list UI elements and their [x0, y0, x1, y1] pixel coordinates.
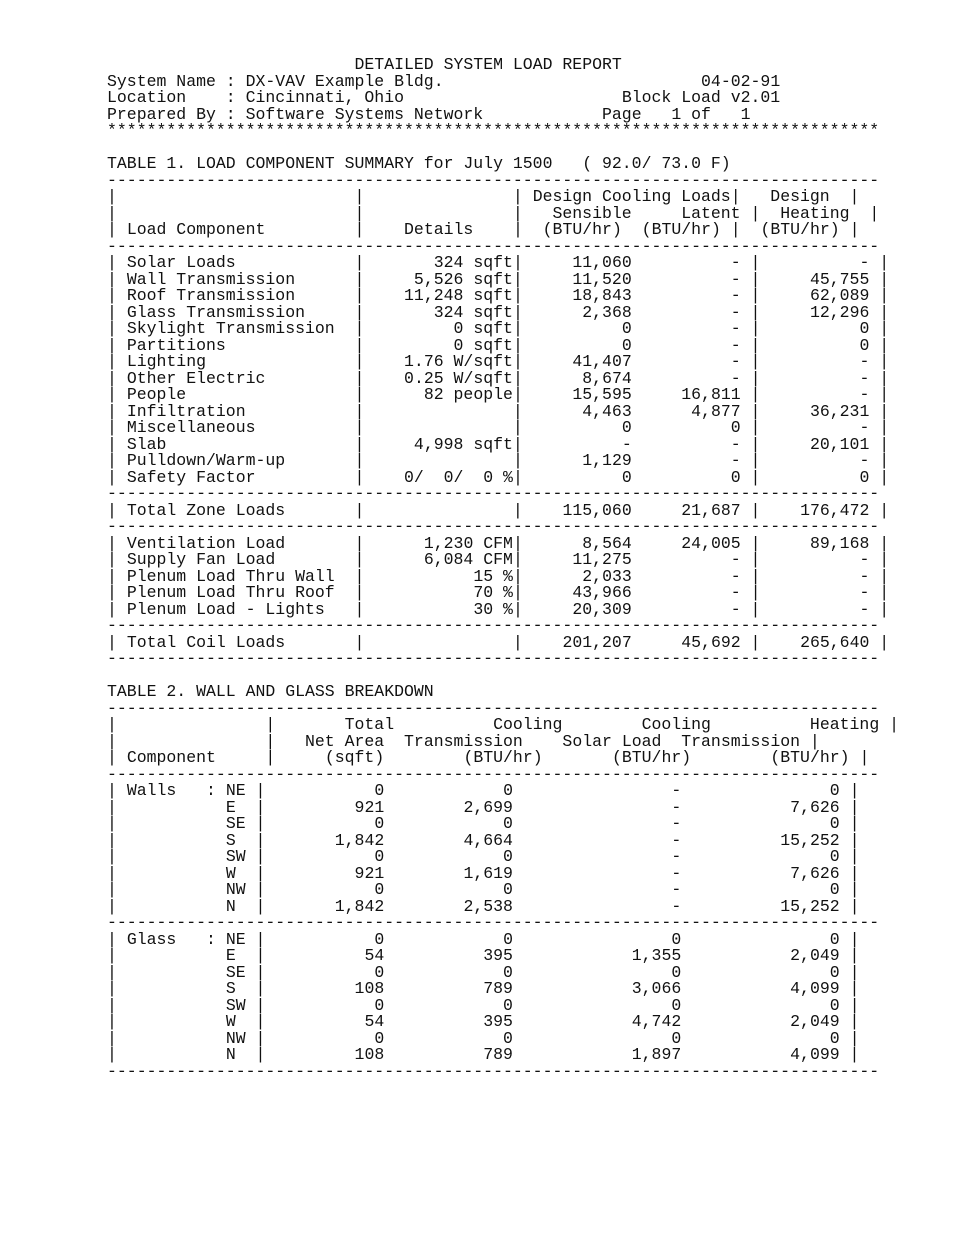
table2-rule: ------------------------------------------------------------------------------ — [107, 764, 880, 784]
cooling-transmission: 395 — [483, 1012, 513, 1031]
header-btu-heat: (BTU/hr) — [770, 748, 850, 767]
load-details: 30 % — [473, 599, 513, 619]
header-design-cooling: Design Cooling Loads — [532, 187, 731, 206]
load-component-name: Solar Loads — [126, 253, 236, 272]
heating-load: - — [859, 418, 870, 437]
sensible-load: 1,129 — [582, 451, 632, 470]
heating-transmission: 2,049 — [790, 1012, 840, 1031]
table1-rule: ------------------------------------------------------------------------------ — [107, 616, 880, 635]
net-area: 921 — [354, 797, 385, 817]
net-area: 1,842 — [334, 830, 385, 850]
table1-rule: ------------------------------------------------------------------------------ — [107, 649, 880, 668]
heating-transmission: 0 — [829, 1028, 840, 1048]
cooling-solar-load: 0 — [671, 929, 682, 949]
cooling-transmission: 2,699 — [463, 797, 513, 817]
latent-load: 0 — [730, 467, 741, 487]
net-area: 54 — [364, 946, 385, 965]
load-details: 0/ 0/ 0 % — [404, 467, 513, 487]
load-component-name: People — [126, 385, 187, 404]
table2-rule: ------------------------------------------------------------------------------ — [107, 913, 880, 932]
sensible-load: 15,595 — [572, 385, 632, 404]
table1-rule: ------------------------------------------------------------------------------ — [107, 484, 880, 503]
table-row: | Solar Loads | 324 sqft| 11,060 - | - | — [107, 253, 890, 272]
load-details: 15 % — [473, 566, 513, 586]
header-latent: Latent — [681, 203, 741, 223]
header-btu-solar: (BTU/hr) — [611, 748, 692, 767]
cooling-transmission: 0 — [503, 814, 513, 833]
load-component-name: Safety Factor — [126, 467, 256, 487]
cooling-transmission: 0 — [503, 847, 513, 866]
header-total: Total — [344, 715, 395, 734]
load-component-name: Glass Transmission — [126, 302, 306, 322]
table-row: | Walls : NE | 0 0 - 0 | — [107, 781, 860, 800]
table-row: | Infiltration | | 4,463 4,877 | 36,231 | — [107, 401, 890, 421]
header-solar-load: Solar Load — [562, 731, 662, 751]
load-component-name: Miscellaneous — [126, 418, 256, 437]
net-area: 108 — [354, 979, 385, 998]
heating-load: - — [859, 352, 870, 371]
heating-transmission: 15,252 — [780, 896, 840, 916]
heating-transmission: 7,626 — [790, 863, 840, 883]
page-number: 1 — [671, 104, 682, 124]
latent-load: - — [730, 566, 741, 586]
header-cooling-trans: Cooling — [493, 715, 563, 734]
program-version: Block Load v2.01 — [621, 88, 781, 107]
total-coil-latent: 45,692 — [681, 632, 741, 652]
heating-transmission: 4,099 — [790, 1045, 840, 1064]
orientation: NW — [225, 1028, 246, 1048]
header-btu-latent: (BTU/hr) — [641, 220, 721, 239]
sensible-load: 41,407 — [572, 352, 632, 371]
table-row: | S | 1,842 4,664 - 15,252 | — [107, 830, 860, 850]
prepared-by-value: Software Systems Network — [245, 104, 484, 124]
table2-title: TABLE 2. WALL AND GLASS BREAKDOWN — [107, 682, 434, 701]
heating-load: - — [859, 599, 870, 619]
table-row: | S | 108 789 3,066 4,099 | — [107, 979, 860, 998]
heating-load: 0 — [859, 335, 870, 355]
table2-header-row: | | Net Area Transmission Solar Load Transmission | — [107, 731, 820, 751]
table-row: | Partitions | 0 sqft| 0 - | 0 | — [107, 335, 890, 355]
latent-load: 24,005 — [681, 533, 741, 553]
load-details: 1.76 W/sqft — [404, 352, 513, 371]
heating-transmission: 4,099 — [790, 979, 840, 998]
total-coil-label: Total Coil Loads — [126, 632, 286, 652]
orientation: N — [225, 1045, 236, 1064]
load-details: 5,526 sqft — [413, 269, 513, 289]
table2-header-row: | | Total Cooling Cooling Heating | — [107, 715, 900, 734]
walls-label: Walls — [126, 781, 177, 800]
total-zone-heating: 176,472 — [800, 500, 870, 520]
header-heating-transmission: Transmission — [681, 731, 801, 751]
orientation: N — [225, 896, 236, 916]
table-row: | SE | 0 0 0 0 | — [107, 962, 860, 982]
load-component-name: Wall Transmission — [126, 269, 296, 289]
table-row: | Pulldown/Warm-up | | 1,129 - | - | — [107, 451, 890, 470]
latent-load: - — [730, 368, 741, 388]
heating-transmission: 0 — [829, 995, 840, 1015]
latent-load: - — [730, 302, 741, 322]
total-zone-latent: 21,687 — [681, 500, 741, 520]
heating-load: - — [859, 550, 870, 569]
header-heating-trans: Heating — [809, 715, 880, 734]
cooling-solar-load: - — [671, 847, 682, 866]
prepared-by-label: Prepared By : — [107, 104, 236, 124]
page-label: Page — [602, 104, 642, 124]
latent-load: 4,877 — [691, 401, 741, 421]
orientation: SE — [225, 962, 246, 982]
load-component-name: Pulldown/Warm-up — [126, 451, 286, 470]
cooling-transmission: 0 — [503, 880, 513, 899]
sensible-load: 18,843 — [572, 286, 632, 305]
cooling-solar-load: - — [671, 880, 682, 899]
orientation: NW — [225, 880, 246, 899]
load-component-name: Ventilation Load — [126, 533, 286, 553]
cooling-transmission: 0 — [503, 962, 513, 982]
header-heating: Heating — [780, 203, 850, 223]
orientation: W — [225, 1012, 236, 1031]
cooling-solar-load: - — [671, 830, 682, 850]
load-details: 0.25 W/sqft — [404, 368, 513, 388]
table-row: | E | 54 395 1,355 2,049 | — [107, 946, 860, 965]
table-row: | SE | 0 0 - 0 | — [107, 814, 860, 833]
cooling-transmission: 789 — [483, 1045, 513, 1064]
table1-rule: ------------------------------------------------------------------------------ — [107, 236, 880, 256]
table-row: | People | 82 people| 15,595 16,811 | - | — [107, 385, 890, 404]
load-details: 4,998 sqft — [413, 434, 513, 454]
load-details: 70 % — [473, 583, 513, 602]
header-rule: ****************************************************************************** — [107, 121, 880, 140]
table-row: | Plenum Load Thru Wall | 15 %| 2,033 - | - | — [107, 566, 890, 586]
table2-header-row: | Component | (sqft) (BTU/hr) (BTU/hr) (BTU/hr) | — [107, 748, 870, 767]
net-area: 0 — [374, 814, 385, 833]
cooling-solar-load: 0 — [671, 995, 682, 1015]
cooling-transmission: 0 — [503, 781, 513, 800]
table-row: | N | 108 789 1,897 4,099 | — [107, 1045, 860, 1064]
total-zone-loads-row: | Total Zone Loads | | 115,060 21,687 | 176,472 | — [107, 500, 890, 520]
heating-load: - — [859, 253, 870, 272]
load-details: 324 sqft — [433, 302, 513, 322]
header-btu-trans: (BTU/hr) — [463, 748, 543, 767]
table1-rule: ------------------------------------------------------------------------------ — [107, 170, 880, 190]
heating-load: 20,101 — [809, 434, 870, 454]
table-row: | Safety Factor | 0/ 0/ 0 %| 0 0 | 0 | — [107, 467, 890, 487]
latent-load: - — [730, 583, 741, 602]
latent-load: 16,811 — [681, 385, 741, 404]
orientation: E — [225, 797, 236, 817]
heating-transmission: 2,049 — [790, 946, 840, 965]
load-details: 82 people — [423, 385, 513, 404]
heating-load: - — [859, 368, 870, 388]
load-details: 6,084 CFM — [423, 550, 513, 569]
total-coil-loads-row: | Total Coil Loads | | 201,207 45,692 | 265,640 | — [107, 632, 890, 652]
table-row: | Plenum Load - Lights | 30 %| 20,309 - | - | — [107, 599, 890, 619]
cooling-solar-load: - — [671, 797, 682, 817]
heating-transmission: 0 — [829, 814, 840, 833]
cooling-transmission: 0 — [503, 995, 513, 1015]
orientation: SE — [225, 814, 246, 833]
orientation: NE — [225, 781, 246, 800]
total-zone-label: Total Zone Loads — [126, 500, 286, 520]
table-row: | Ventilation Load | 1,230 CFM| 8,564 24,005 | 89,168 | — [107, 533, 890, 553]
table-row: | Plenum Load Thru Roof | 70 %| 43,966 - | - | — [107, 583, 890, 602]
cooling-solar-load: 3,066 — [631, 979, 682, 998]
table-row: | Supply Fan Load | 6,084 CFM| 11,275 - | - | — [107, 550, 890, 569]
page-total: 1 — [740, 104, 751, 124]
header-design: Design — [770, 187, 830, 206]
load-component-name: Partitions — [126, 335, 226, 355]
table-row: | NW | 0 0 0 0 | — [107, 1028, 860, 1048]
header-net-area: Net Area — [305, 731, 385, 751]
orientation: SW — [225, 995, 246, 1015]
load-component-name: Plenum Load Thru Roof — [126, 583, 335, 602]
heating-load: 89,168 — [809, 533, 870, 553]
latent-load: - — [730, 550, 741, 569]
sensible-load: 0 — [621, 467, 632, 487]
sensible-load: 11,060 — [572, 253, 632, 272]
net-area: 0 — [374, 880, 385, 899]
heating-load: - — [859, 451, 870, 470]
report-date: 04-02-91 — [701, 71, 781, 91]
cooling-transmission: 395 — [483, 946, 513, 965]
latent-load: - — [730, 352, 741, 371]
heating-load: 0 — [859, 467, 870, 487]
sensible-load: 2,368 — [582, 302, 632, 322]
total-coil-heating: 265,640 — [800, 632, 870, 652]
heating-transmission: 0 — [829, 781, 840, 800]
table-row: | Glass : NE | 0 0 0 0 | — [107, 929, 860, 949]
table-row: | Slab | 4,998 sqft| - - | 20,101 | — [107, 434, 890, 454]
heating-transmission: 0 — [829, 880, 840, 899]
table-row: | SW | 0 0 0 0 | — [107, 995, 860, 1015]
load-component-name: Roof Transmission — [126, 286, 296, 305]
heating-load: - — [859, 566, 870, 586]
load-details: 0 sqft — [453, 319, 513, 338]
cooling-transmission: 4,664 — [463, 830, 513, 850]
header-btu-sensible: (BTU/hr) — [542, 220, 622, 239]
table-row: | W | 54 395 4,742 2,049 | — [107, 1012, 860, 1031]
heating-transmission: 0 — [829, 962, 840, 982]
system-name-label: System Name : — [107, 71, 236, 91]
load-component-name: Plenum Load - Lights — [126, 599, 325, 619]
heating-transmission: 0 — [829, 929, 840, 949]
sensible-load: 11,520 — [572, 269, 632, 289]
header-btu-heating: (BTU/hr) — [760, 220, 840, 239]
load-component-name: Supply Fan Load — [126, 550, 276, 569]
load-component-name: Other Electric — [126, 368, 266, 388]
latent-load: - — [730, 599, 741, 619]
latent-load: 0 — [730, 418, 741, 437]
cooling-transmission: 2,538 — [463, 896, 513, 916]
sensible-load: 2,033 — [582, 566, 632, 586]
load-component-name: Infiltration — [126, 401, 246, 421]
table-row: | Wall Transmission | 5,526 sqft| 11,520 - | 45,755 | — [107, 269, 890, 289]
load-component-name: Skylight Transmission — [126, 319, 335, 338]
load-details: 0 sqft — [453, 335, 513, 355]
location-label: Location : — [107, 88, 236, 107]
header-cooling-solar: Cooling — [641, 715, 711, 734]
page-of: of — [691, 104, 711, 124]
table-row: | Skylight Transmission | 0 sqft| 0 - | 0 | — [107, 319, 890, 338]
orientation: SW — [225, 847, 246, 866]
load-details: 324 sqft — [433, 253, 513, 272]
cooling-transmission: 789 — [483, 979, 513, 998]
heating-load: 62,089 — [809, 286, 870, 305]
latent-load: - — [730, 253, 741, 272]
heating-load: 36,231 — [809, 401, 870, 421]
load-details: 11,248 sqft — [404, 286, 513, 305]
total-zone-sensible: 115,060 — [562, 500, 632, 520]
net-area: 1,842 — [334, 896, 385, 916]
report-title-text: DETAILED SYSTEM LOAD REPORT — [354, 55, 622, 74]
header-sensible: Sensible — [552, 203, 632, 223]
heating-load: 0 — [859, 319, 870, 338]
system-name-value: DX-VAV Example Bldg. — [245, 71, 444, 91]
heating-load: - — [859, 385, 870, 404]
heating-transmission: 15,252 — [780, 830, 840, 850]
table-row: | Lighting | 1.76 W/sqft| 41,407 - | - | — [107, 352, 890, 371]
sensible-load: 8,564 — [582, 533, 632, 553]
table1-rule: ------------------------------------------------------------------------------ — [107, 517, 880, 536]
sensible-load: 0 — [621, 319, 632, 338]
table-row: | NW | 0 0 - 0 | — [107, 880, 860, 899]
net-area: 54 — [364, 1012, 385, 1031]
orientation: S — [225, 979, 236, 998]
heating-transmission: 0 — [829, 847, 840, 866]
sensible-load: 8,674 — [582, 368, 632, 388]
load-component-name: Plenum Load Thru Wall — [126, 566, 335, 586]
cooling-solar-load: - — [671, 896, 682, 916]
latent-load: - — [730, 434, 741, 454]
header-transmission: Transmission — [404, 731, 523, 751]
sensible-load: 0 — [621, 418, 632, 437]
header-details: Details — [404, 220, 474, 239]
heating-transmission: 7,626 — [790, 797, 840, 817]
cooling-solar-load: 1,897 — [631, 1045, 682, 1064]
load-component-name: Slab — [126, 434, 167, 454]
table1-header-row: | Load Component | Details | (BTU/hr) (BTU/hr) | (BTU/hr) | — [107, 220, 860, 239]
table-row: | E | 921 2,699 - 7,626 | — [107, 797, 860, 817]
heating-load: 12,296 — [809, 302, 870, 322]
cooling-solar-load: 0 — [671, 962, 682, 982]
sensible-load: 43,966 — [572, 583, 632, 602]
load-component-name: Lighting — [126, 352, 207, 371]
net-area: 0 — [374, 1028, 385, 1048]
header-sqft: (sqft) — [324, 748, 385, 767]
net-area: 108 — [354, 1045, 385, 1064]
glass-label: Glass — [126, 929, 177, 949]
table-row: | Roof Transmission | 11,248 sqft| 18,843 - | 62,089 | — [107, 286, 890, 305]
table-row: | W | 921 1,619 - 7,626 | — [107, 863, 860, 883]
table2-rule: ------------------------------------------------------------------------------ — [107, 698, 880, 718]
cooling-transmission: 0 — [503, 929, 513, 949]
sensible-load: - — [621, 434, 632, 454]
heating-load: 45,755 — [809, 269, 870, 289]
sensible-load: 0 — [621, 335, 632, 355]
header-load-component: Load Component — [126, 220, 266, 239]
net-area: 0 — [374, 995, 385, 1015]
table1-header-row: | | | Design Cooling Loads| Design | — [107, 187, 860, 206]
net-area: 0 — [374, 962, 385, 982]
net-area: 921 — [354, 863, 385, 883]
table2-rule: ------------------------------------------------------------------------------ — [107, 1061, 880, 1081]
sensible-load: 4,463 — [582, 401, 632, 421]
table-row: | Other Electric | 0.25 W/sqft| 8,674 - | - | — [107, 368, 890, 388]
cooling-transmission: 0 — [503, 1028, 513, 1048]
cooling-transmission: 1,619 — [463, 863, 513, 883]
table-row: | Miscellaneous | | 0 0 | - | — [107, 418, 890, 437]
load-details: 1,230 CFM — [423, 533, 513, 553]
orientation: E — [225, 946, 236, 965]
total-coil-sensible: 201,207 — [562, 632, 632, 652]
latent-load: - — [730, 286, 741, 305]
latent-load: - — [730, 319, 741, 338]
orientation: W — [225, 863, 236, 883]
net-area: 0 — [374, 929, 385, 949]
net-area: 0 — [374, 847, 385, 866]
table1-title: TABLE 1. LOAD COMPONENT SUMMARY for July 1500 — [107, 154, 553, 173]
latent-load: - — [730, 269, 741, 289]
cooling-solar-load: - — [671, 781, 682, 800]
orientation: S — [225, 830, 236, 850]
table-row: | Glass Transmission | 324 sqft| 2,368 - | 12,296 | — [107, 302, 890, 322]
cooling-solar-load: 4,742 — [631, 1012, 682, 1031]
table-row: | N | 1,842 2,538 - 15,252 | — [107, 896, 860, 916]
cooling-solar-load: 0 — [671, 1028, 682, 1048]
cooling-solar-load: 1,355 — [631, 946, 682, 965]
table-row: | SW | 0 0 - 0 | — [107, 847, 860, 866]
latent-load: - — [730, 335, 741, 355]
heating-load: - — [859, 583, 870, 602]
latent-load: - — [730, 451, 741, 470]
sensible-load: 11,275 — [572, 550, 632, 569]
sensible-load: 20,309 — [572, 599, 632, 619]
cooling-solar-load: - — [671, 814, 682, 833]
table1-conditions: ( 92.0/ 73.0 F) — [582, 154, 731, 173]
location-value: Cincinnati, Ohio — [245, 88, 405, 107]
cooling-solar-load: - — [671, 863, 682, 883]
table1-header-row: | | | Sensible Latent | Heating | — [107, 203, 880, 223]
net-area: 0 — [374, 781, 385, 800]
header-component: Component — [126, 748, 216, 767]
orientation: NE — [225, 929, 246, 949]
